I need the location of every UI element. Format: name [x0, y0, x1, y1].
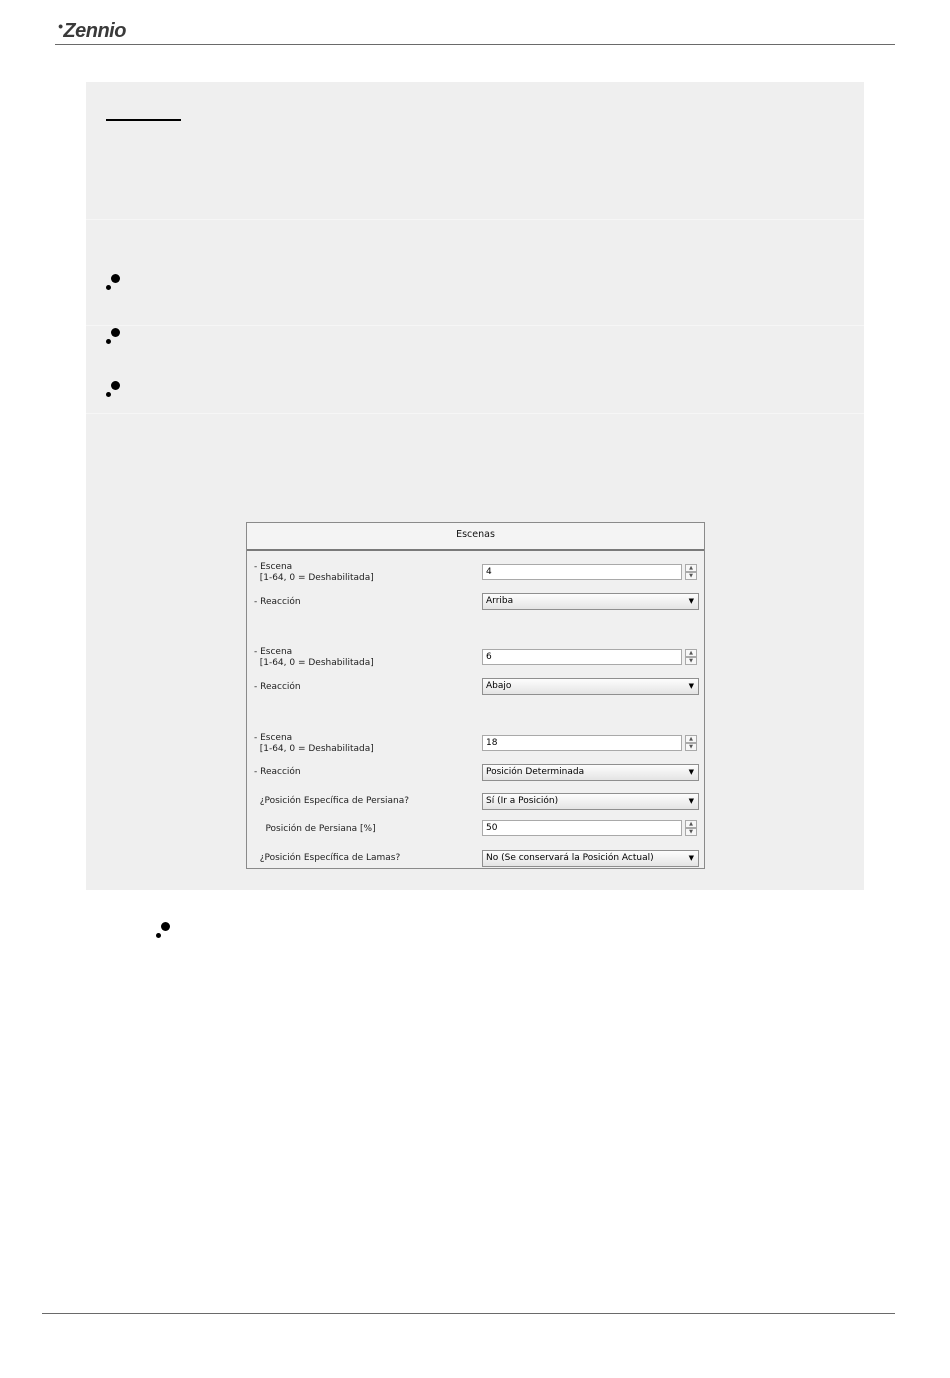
spin-down-icon[interactable]: ▼	[685, 828, 697, 836]
persiana-percent-label: Posición de Persiana [%]	[254, 824, 376, 834]
zennio-logo	[58, 20, 126, 43]
spin-down-icon[interactable]: ▼	[685, 572, 697, 580]
spin-up-icon[interactable]: ▲	[685, 564, 697, 572]
dropdown-arrow-icon[interactable]: ▼	[688, 768, 694, 776]
reaccion-value: Abajo	[486, 681, 512, 691]
bullet-icon	[106, 381, 120, 397]
logo-dots: •	[58, 18, 63, 34]
dropdown-arrow-icon[interactable]: ▼	[688, 597, 694, 605]
reaccion-select[interactable]	[482, 678, 699, 695]
reaccion-select[interactable]	[482, 593, 699, 610]
lamas-position-label: ¿Posición Específica de Lamas?	[254, 853, 401, 863]
spin-up-icon[interactable]: ▲	[685, 820, 697, 828]
escenas-dialog	[246, 522, 705, 869]
persiana-position-label: ¿Posición Específica de Persiana?	[254, 796, 410, 806]
spin-down-icon[interactable]: ▼	[685, 657, 697, 665]
lamas-position-value: No (Se conservará la Posición Actual)	[486, 853, 654, 863]
persiana-position-select[interactable]	[482, 793, 699, 810]
dropdown-arrow-icon[interactable]: ▼	[688, 797, 694, 805]
logo-text: Zennio	[63, 20, 126, 42]
bullet-icon	[156, 922, 170, 938]
reaccion-label: - Reacción	[254, 597, 301, 607]
spin-down-icon[interactable]: ▼	[685, 743, 697, 751]
dropdown-arrow-icon[interactable]: ▼	[688, 854, 694, 862]
persiana-percent-spinner[interactable]	[685, 820, 697, 836]
panel-divider	[86, 413, 864, 414]
spin-up-icon[interactable]: ▲	[685, 649, 697, 657]
reaccion-label: - Reacción	[254, 767, 301, 777]
escena-input[interactable]: 4	[482, 564, 682, 580]
reaccion-value: Posición Determinada	[486, 767, 585, 777]
bullet-icon	[106, 274, 120, 290]
persiana-position-value: Sí (Ir a Posición)	[486, 796, 559, 806]
panel-divider	[86, 219, 864, 220]
header-divider	[55, 44, 895, 45]
dialog-title: Escenas	[247, 523, 704, 551]
panel-divider	[86, 325, 864, 326]
reaccion-label: - Reacción	[254, 682, 301, 692]
escena-spinner[interactable]	[685, 649, 697, 665]
bullet-icon	[106, 328, 120, 344]
spin-up-icon[interactable]: ▲	[685, 735, 697, 743]
escena-spinner[interactable]	[685, 735, 697, 751]
escena-label: - Escena [1-64, 0 = Deshabilitada]	[254, 647, 374, 668]
reaccion-value: Arriba	[486, 596, 514, 606]
escena-input[interactable]: 6	[482, 649, 682, 665]
heading-underline	[106, 119, 181, 121]
escena-input[interactable]: 18	[482, 735, 682, 751]
escena-spinner[interactable]	[685, 564, 697, 580]
dropdown-arrow-icon[interactable]: ▼	[688, 682, 694, 690]
escena-label: - Escena [1-64, 0 = Deshabilitada]	[254, 733, 374, 754]
reaccion-select[interactable]	[482, 764, 699, 781]
persiana-percent-input[interactable]: 50	[482, 820, 682, 836]
footer-divider	[42, 1313, 895, 1314]
escena-label: - Escena [1-64, 0 = Deshabilitada]	[254, 562, 374, 583]
lamas-position-select[interactable]	[482, 850, 699, 867]
